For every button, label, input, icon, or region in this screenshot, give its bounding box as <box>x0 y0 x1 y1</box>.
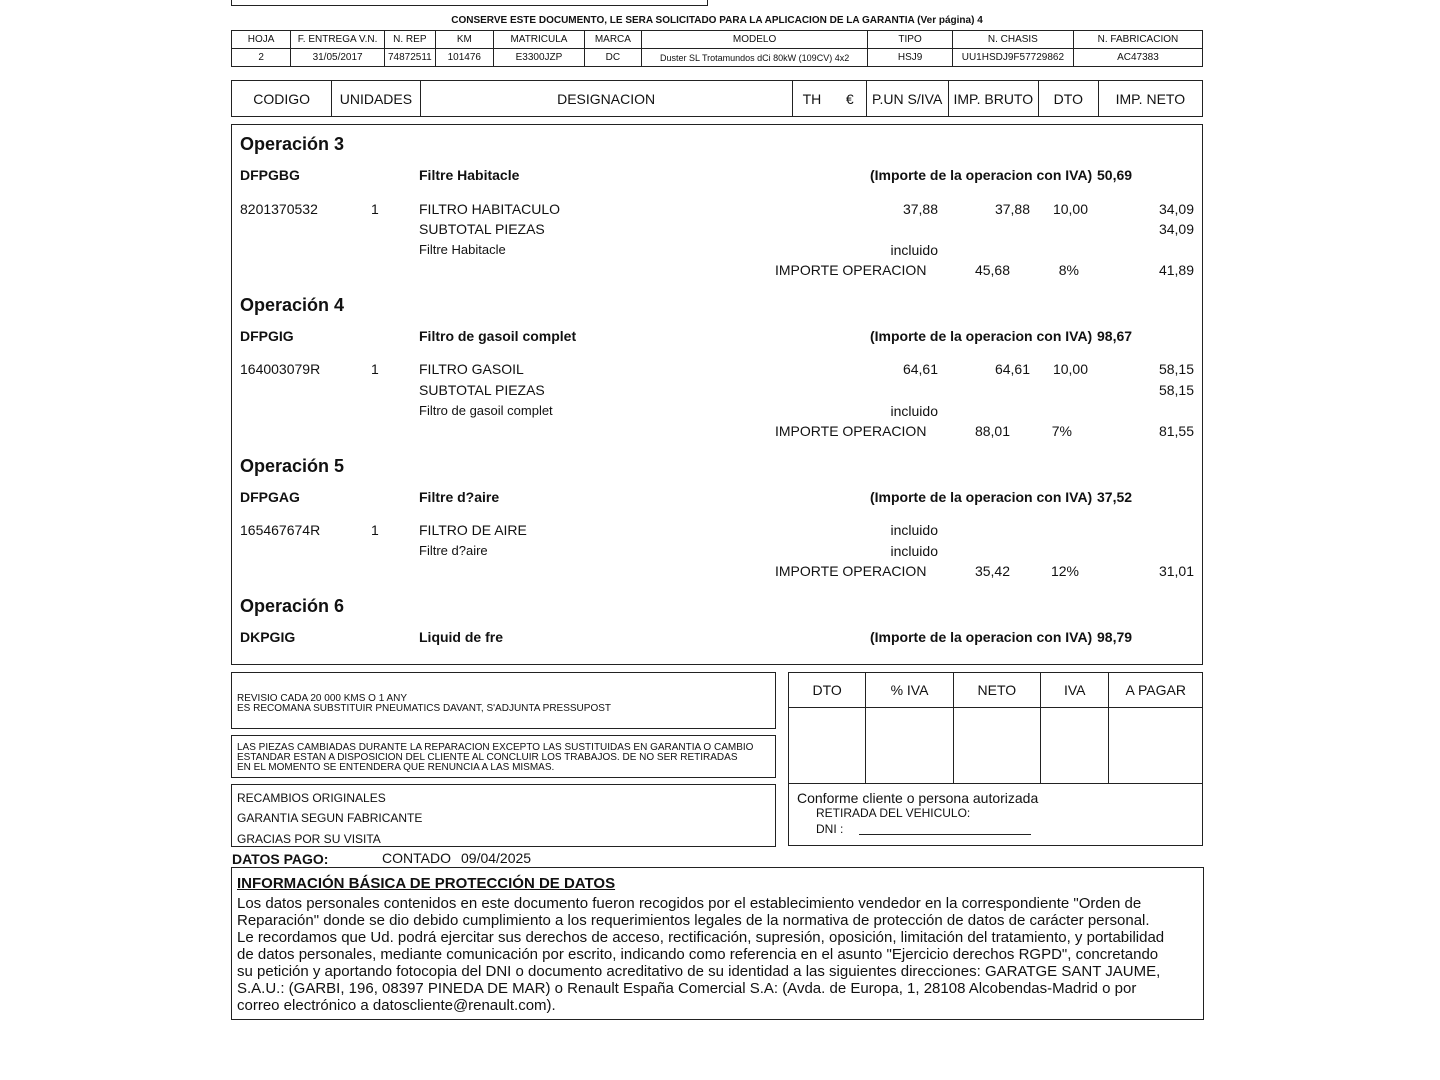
privacy-line: Reparación" donde se dio debido cumplimiento a los requerimientos legales de la normativa de protección de datos de carácter personal. <box>237 912 1150 929</box>
part-bruto: 64,61 <box>994 361 1030 377</box>
info-value-row <box>232 49 1203 67</box>
info-header: N. CHASIS <box>952 31 1073 49</box>
info-value: Duster SL Trotamundos dCi 80kW (109CV) 4x2 <box>641 49 868 67</box>
privacy-line: Le recordamos que Ud. podrá ejercitar sus derechos de acceso, rectificación, supresión, oposición, limitación del tratamiento, y portabilidad <box>237 929 1165 946</box>
totals-header-a-pagar: A PAGAR <box>1109 673 1203 708</box>
conforme-line: RETIRADA DEL VEHICULO: <box>816 806 971 820</box>
part-code: 8201370532 <box>240 201 318 217</box>
recambios-line: GRACIAS POR SU VISITA <box>237 832 381 846</box>
payment-date: 09/04/2025 <box>461 850 532 866</box>
importe-operacion-label: IMPORTE OPERACION <box>775 262 927 278</box>
part-desc: FILTRO GASOIL <box>419 361 524 377</box>
totals-table <box>788 672 1203 784</box>
info-value: UU1HSDJ9F57729862 <box>952 49 1073 67</box>
operation-name: Filtre Habitacle <box>419 167 520 183</box>
importe-dto: 12% <box>1050 563 1079 579</box>
recambios-box <box>231 784 776 847</box>
privacy-title: INFORMACIÓN BÁSICA DE PROTECCIÓN DE DATOS <box>237 875 616 892</box>
info-value: 31/05/2017 <box>291 49 385 67</box>
labour-included: incluido <box>890 242 938 258</box>
importe-neto: 41,89 <box>1158 262 1194 278</box>
vehicle-info-table <box>231 30 1203 67</box>
privacy-box <box>231 867 1204 1020</box>
piezas-line: LAS PIEZAS CAMBIADAS DURANTE LA REPARACION EXCEPTO LAS SUSTITUIDAS EN GARANTIA O CAMBIO <box>237 742 754 753</box>
part-units: 1 <box>371 201 379 217</box>
info-value: 74872511 <box>384 49 435 67</box>
privacy-line: su petición y aportando fotocopia del DNI o documento acreditativo de su identidad a las siguientes direcciones: GARATGE SANT JAUME, <box>237 963 1161 980</box>
labour-desc: Filtre d?aire <box>419 543 488 558</box>
top-partial-box <box>231 0 708 6</box>
operation-code: DFPGBG <box>240 167 300 183</box>
totals-value <box>1109 708 1203 784</box>
operation-total: 37,52 <box>1097 489 1133 505</box>
operation-title: Operación 6 <box>240 596 345 616</box>
col-header-codigo: CODIGO <box>232 81 332 117</box>
operation-title: Operación 4 <box>240 295 345 315</box>
part-desc: FILTRO HABITACULO <box>419 201 561 217</box>
importe-neto: 81,55 <box>1158 423 1194 439</box>
importe-dto: 8% <box>1058 262 1079 278</box>
operation-total-label: (Importe de la operacion con IVA) <box>870 629 1093 645</box>
revision-line: REVISIO CADA 20 000 KMS O 1 ANY <box>237 693 408 704</box>
totals-header-iva-pct: % IVA <box>866 673 953 708</box>
info-header: MATRICULA <box>493 31 584 49</box>
col-header-designacion: DESIGNACION <box>420 81 792 117</box>
piezas-note-box <box>231 735 776 778</box>
info-value: 101476 <box>435 49 493 67</box>
privacy-line: Los datos personales contenidos en este documento fueron recogidos por el establecimiento vendedor en la correspondiente "Orden de <box>237 895 1142 912</box>
col-header-euro: € <box>845 90 854 107</box>
operation-total-label: (Importe de la operacion con IVA) <box>870 328 1093 344</box>
operation-code: DFPGAG <box>240 489 300 505</box>
part-dto: 10,00 <box>1052 361 1088 377</box>
totals-header-iva: IVA <box>1041 673 1109 708</box>
info-value: AC47383 <box>1073 49 1202 67</box>
totals-value <box>953 708 1040 784</box>
col-header-neto: IMP. NETO <box>1098 81 1202 117</box>
importe-operacion-label: IMPORTE OPERACION <box>775 423 927 439</box>
piezas-line: ESTANDAR ESTAN A DISPOSICION DEL CLIENTE AL CONCLUIR LOS TRABAJOS. DE NO SER RETIRADAS <box>237 752 738 763</box>
part-units: 1 <box>371 361 379 377</box>
piezas-line: EN EL MOMENTO SE ENTENDERA QUE RENUNCIA A LAS MISMAS. <box>237 762 555 773</box>
subtotal-label: SUBTOTAL PIEZAS <box>419 382 545 398</box>
info-header: MODELO <box>641 31 868 49</box>
importe-operacion-label: IMPORTE OPERACION <box>775 563 927 579</box>
subtotal-label: SUBTOTAL PIEZAS <box>419 221 545 237</box>
conforme-line: Conforme cliente o persona autorizada <box>797 790 1039 806</box>
labour-desc: Filtro de gasoil complet <box>419 403 553 418</box>
labour-desc: Filtre Habitacle <box>419 242 506 257</box>
part-desc: FILTRO DE AIRE <box>419 522 527 538</box>
info-header: KM <box>435 31 493 49</box>
totals-value <box>789 708 866 784</box>
col-header-dto: DTO <box>1038 81 1098 117</box>
labour-included: incluido <box>890 543 938 559</box>
operation-code: DKPGIG <box>240 629 296 645</box>
operation-total-label: (Importe de la operacion con IVA) <box>870 489 1093 505</box>
subtotal-value: 34,09 <box>1158 221 1194 237</box>
totals-value <box>866 708 953 784</box>
privacy-line: correo electrónico a datoscliente@renault.com). <box>237 997 556 1014</box>
operation-total: 98,79 <box>1097 629 1133 645</box>
info-value: E3300JZP <box>493 49 584 67</box>
col-header-unidades: UNIDADES <box>332 81 420 117</box>
dni-signature-line <box>859 834 1031 835</box>
operation-title: Operación 5 <box>240 456 345 476</box>
part-pun: 37,88 <box>902 201 938 217</box>
operation-name: Liquid de fre <box>419 629 503 645</box>
col-header-pun: P.UN S/IVA <box>866 81 948 117</box>
part-neto: 58,15 <box>1158 361 1194 377</box>
recambios-line: GARANTIA SEGUN FABRICANTE <box>237 811 423 825</box>
info-header: F. ENTREGA V.N. <box>291 31 385 49</box>
info-value: HSJ9 <box>868 49 952 67</box>
totals-header-neto: NETO <box>953 673 1040 708</box>
part-dto: 10,00 <box>1052 201 1088 217</box>
privacy-line: S.A.U.: (GARBI, 196, 08397 PINEDA DE MAR) o Renault España Comercial S.A: (Avda. de Europa, 1, 28108 Alcobendas-Madrid o por <box>237 980 1137 997</box>
conforme-box <box>788 782 1203 846</box>
revision-note-box <box>231 672 776 729</box>
part-pun: 64,61 <box>902 361 938 377</box>
importe-bruto: 88,01 <box>974 423 1010 439</box>
part-bruto: 37,88 <box>994 201 1030 217</box>
recambios-line: RECAMBIOS ORIGINALES <box>237 791 386 805</box>
col-header-bruto: IMP. BRUTO <box>948 81 1038 117</box>
warranty-notice: CONSERVE ESTE DOCUMENTO, LE SERA SOLICITADO PARA LA APLICACION DE LA GARANTIA (Ver página) 4 <box>451 15 983 26</box>
col-header-th: TH € <box>792 81 866 117</box>
info-value: 2 <box>232 49 291 67</box>
operation-name: Filtre d?aire <box>419 489 500 505</box>
column-header-table <box>231 80 1203 117</box>
importe-bruto: 45,68 <box>974 262 1010 278</box>
info-value: DC <box>584 49 641 67</box>
part-code: 164003079R <box>240 361 321 377</box>
operation-code: DFPGIG <box>240 328 294 344</box>
operation-name: Filtro de gasoil complet <box>419 328 577 344</box>
operation-title: Operación 3 <box>240 134 345 154</box>
part-code: 165467674R <box>240 522 321 538</box>
part-units: 1 <box>371 522 379 538</box>
subtotal-value: 58,15 <box>1158 382 1194 398</box>
dni-label: DNI : <box>816 822 844 836</box>
importe-bruto: 35,42 <box>974 563 1010 579</box>
operation-total: 50,69 <box>1097 167 1133 183</box>
labour-included: incluido <box>890 403 938 419</box>
payment-label: DATOS PAGO: <box>232 851 329 867</box>
part-neto: 34,09 <box>1158 201 1194 217</box>
importe-dto: 7% <box>1051 423 1072 439</box>
payment-method: CONTADO <box>382 850 451 866</box>
operation-total-label: (Importe de la operacion con IVA) <box>870 167 1093 183</box>
operation-total: 98,67 <box>1097 328 1133 344</box>
info-header: N. REP <box>384 31 435 49</box>
totals-header-dto: DTO <box>789 673 866 708</box>
info-header: MARCA <box>584 31 641 49</box>
info-header-row <box>232 31 1203 49</box>
privacy-line: de datos personales, mediante comunicación por escrito, indicando como referencia en el asunto "Ejercicio derechos RGPD", concretando <box>237 946 1159 963</box>
importe-neto: 31,01 <box>1158 563 1194 579</box>
revision-line: ES RECOMANA SUBSTITUIR PNEUMATICS DAVANT, S'ADJUNTA PRESSUPOST <box>237 703 612 714</box>
info-header: TIPO <box>868 31 952 49</box>
totals-value <box>1041 708 1109 784</box>
info-header: N. FABRICACION <box>1073 31 1202 49</box>
part-included: incluido <box>890 522 938 538</box>
info-header: HOJA <box>232 31 291 49</box>
